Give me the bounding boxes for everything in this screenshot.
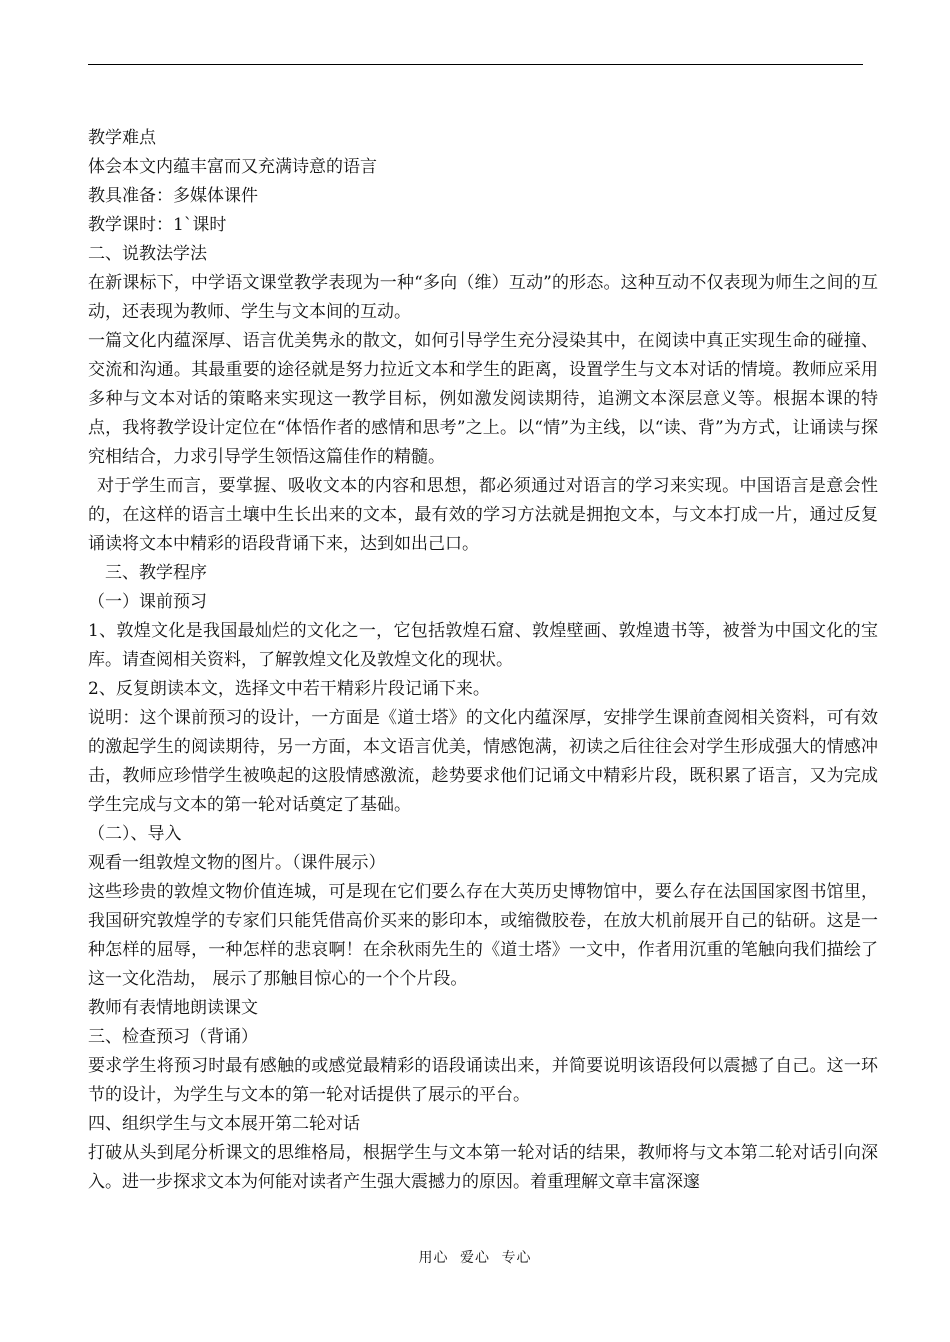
paragraph: 这些珍贵的敦煌文物价值连城，可是现在它们要么存在大英历史博物馆中，要么存在法国国家图书馆里，我国研究敦煌学的专家们只能凭借高价买来的影印本，或缩微胶卷，在放大机前展开自己的钻研。这是一种怎样的屈辱，一种怎样的悲哀啊！在余秋雨先生的《道士塔》一文中，作者用沉重的笔触向我们描绘了这一文化浩劫， 展示了那触目惊心的一个个片段。: [88, 882, 878, 989]
heading-teaching-difficulty: 教学难点: [88, 128, 156, 148]
heading-introduction: （二）、导入: [88, 824, 182, 844]
heading-teaching-methods: 二、说教法学法: [88, 244, 207, 264]
paragraph: 教师有表情地朗读课文: [88, 998, 258, 1018]
paragraph: 对于学生而言，要掌握、吸收文本的内容和思想，都必须通过对语言的学习来实现。中国语言是意会性的，在这样的语言土壤中生长出来的文本，最有效的学习方法就是拥抱文本，与文本打成一片，通过反复诵读将文本中精彩的语段背诵下来，达到如出己口。: [88, 476, 878, 554]
heading-check-preview: 三、检查预习（背诵）: [88, 1027, 258, 1047]
paragraph: 在新课标下，中学语文课堂教学表现为一种“多向（维）互动”的形态。这种互动不仅表现为师生之间的互动，还表现为教师、学生与文本间的互动。: [88, 273, 878, 322]
paragraph: 一篇文化内蕴深厚、语言优美隽永的散文，如何引导学生充分浸染其中，在阅读中真正实现生命的碰撞、交流和沟通。其最重要的途径就是努力拉近文本和学生的距离，设置学生与文本对话的情境。教师应采用多种与文本对话的策略来实现这一教学目标，例如激发阅读期待，追溯文本深层意义等。根据本课的特点，我将教学设计定位在“体悟作者的感情和思考”之上。以“情”为主线，以“读、背”为方式，让诵读与探究相结合，力求引导学生领悟这篇佳作的精髓。: [88, 331, 878, 467]
paragraph: 说明：这个课前预习的设计，一方面是《道士塔》的文化内蕴深厚，安排学生课前查阅相关资料，可有效的激起学生的阅读期待，另一方面，本文语言优美，情感饱满，初读之后往往会对学生形成强大的情感冲击，教师应珍惜学生被唤起的这股情感激流，趁势要求他们记诵文中精彩片段，既积累了语言，又为完成学生完成与文本的第一轮对话奠定了基础。: [88, 708, 878, 815]
list-item: 2、反复朗读本文，选择文中若干精彩片段记诵下来。: [88, 679, 490, 699]
document-body: [88, 124, 878, 1197]
paragraph: 要求学生将预习时最有感触的或感觉最精彩的语段诵读出来，并简要说明该语段何以震撼了自己。这一环节的设计，为学生与文本的第一轮对话提供了展示的平台。: [88, 1056, 878, 1105]
heading-teaching-procedure: 三、教学程序: [105, 563, 207, 583]
paragraph: 观看一组敦煌文物的图片。（课件展示）: [88, 853, 386, 873]
class-hours: 教学课时：1`课时: [88, 215, 227, 235]
heading-second-dialogue: 四、组织学生与文本展开第二轮对话: [88, 1114, 360, 1134]
teaching-difficulty-text: 体会本文内蕴丰富而又充满诗意的语言: [88, 157, 377, 177]
paragraph: 打破从头到尾分析课文的思维格局，根据学生与文本第一轮对话的结果，教师将与文本第二轮对话引向深入。进一步探求文本为何能对读者产生强大震撼力的原因。着重理解文章丰富深邃: [88, 1143, 878, 1192]
list-item: 1、敦煌文化是我国最灿烂的文化之一，它包括敦煌石窟、敦煌壁画、敦煌遗书等，被誉为中国文化的宝库。请查阅相关资料，了解敦煌文化及敦煌文化的现状。: [88, 621, 878, 670]
heading-preview: （一）课前预习: [88, 592, 207, 612]
page-footer: 用心 爱心 专心: [418, 1250, 532, 1266]
header-rule: [88, 64, 863, 65]
teaching-aids: 教具准备：多媒体课件: [88, 186, 258, 206]
